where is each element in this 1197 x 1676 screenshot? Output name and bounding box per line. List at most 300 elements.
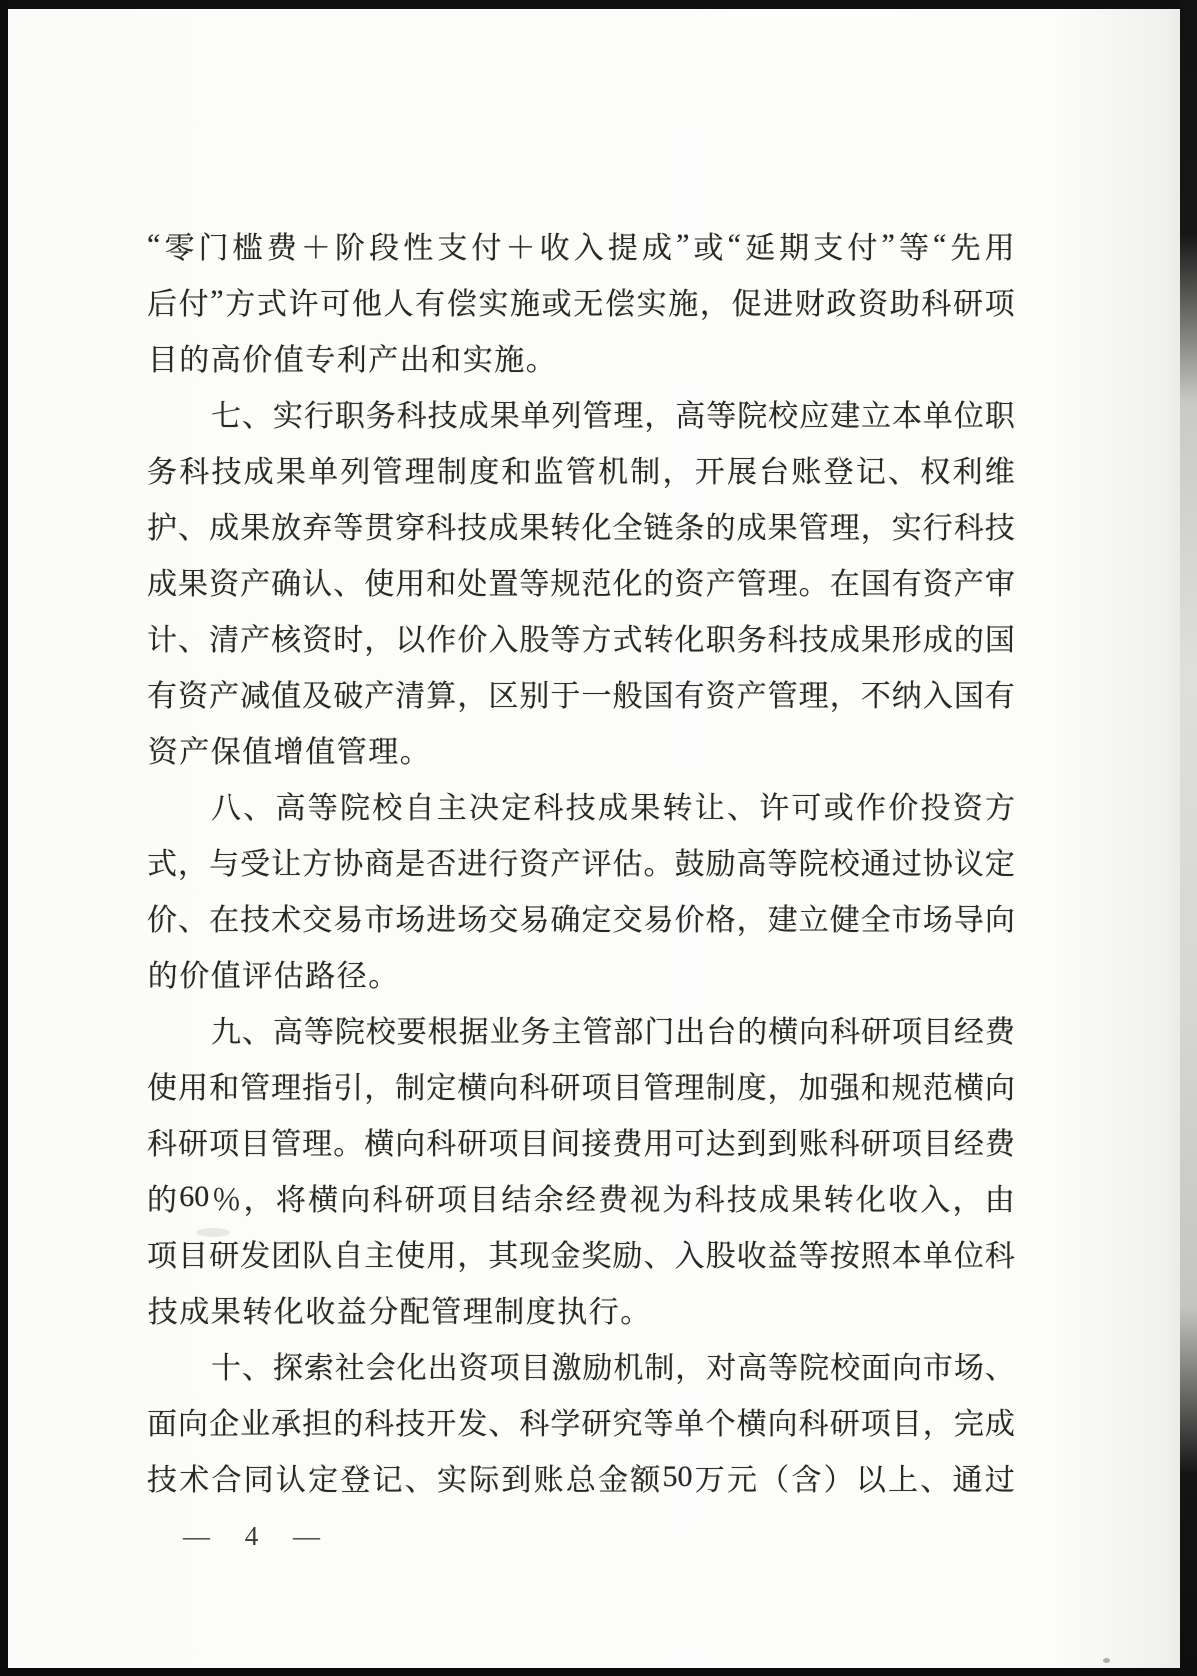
glyph: 等: [333, 512, 364, 545]
glyph: 术: [179, 1464, 210, 1497]
glyph: 贯: [364, 512, 395, 545]
glyph: 索: [303, 1352, 334, 1385]
glyph: 目: [240, 1128, 271, 1161]
glyph: 通: [860, 848, 891, 881]
glyph: ，: [662, 456, 693, 489]
glyph: 定: [501, 792, 532, 825]
glyph: 记: [855, 456, 886, 489]
glyph: 施: [494, 344, 525, 377]
glyph: ，: [952, 1184, 983, 1217]
glyph: 位: [953, 1240, 984, 1273]
glyph: 国: [984, 624, 1015, 657]
glyph: 过: [891, 848, 922, 881]
glyph: 高: [675, 400, 706, 433]
glyph: 决: [469, 792, 499, 825]
glyph: 科: [921, 288, 952, 321]
glyph: 费: [598, 1184, 629, 1217]
glyph: 让: [694, 792, 725, 825]
glyph: 为: [662, 1184, 693, 1217]
glyph: 转: [823, 1184, 854, 1217]
glyph: 利: [336, 344, 367, 377]
glyph: 化: [855, 1184, 886, 1217]
glyph: 股: [705, 1240, 736, 1273]
glyph: 研: [952, 288, 983, 321]
glyph: 科: [426, 1128, 457, 1161]
glyph: 管: [582, 400, 613, 433]
glyph: 技: [147, 1296, 178, 1329]
glyph: 横: [736, 1408, 767, 1441]
glyph: 管: [431, 1296, 462, 1329]
glyph: 研: [209, 1240, 240, 1273]
glyph: 项: [891, 1128, 922, 1161]
glyph: 于: [550, 680, 581, 713]
glyph: 主: [436, 792, 467, 825]
glyph: 额: [630, 1464, 661, 1497]
glyph: 资: [705, 680, 736, 713]
glyph: 价: [147, 904, 177, 937]
glyph: 保: [210, 736, 241, 769]
glyph: 别: [519, 680, 550, 713]
glyph: 置: [488, 568, 519, 601]
glyph: 院: [737, 400, 768, 433]
glyph: ＋: [505, 232, 536, 265]
glyph: 场: [922, 904, 953, 937]
glyph: 。: [399, 736, 430, 769]
glyph: 偿: [604, 288, 635, 321]
glyph: 易: [333, 904, 364, 937]
glyph: 探: [272, 1352, 303, 1385]
glyph: 商: [364, 848, 395, 881]
glyph: 等: [303, 1016, 334, 1049]
glyph: 性: [403, 232, 434, 265]
glyph: 方: [302, 848, 333, 881]
glyph: 益: [767, 1240, 798, 1273]
glyph: 成: [759, 1184, 790, 1217]
glyph: 有: [891, 568, 922, 601]
glyph: 化: [612, 568, 643, 601]
glyph: 自: [404, 792, 435, 825]
glyph: 项: [984, 288, 1015, 321]
glyph: 减: [240, 680, 271, 713]
glyph: 。: [798, 568, 829, 601]
glyph: “: [147, 228, 161, 261]
text-line: [211, 385, 1015, 441]
glyph: 清: [395, 680, 426, 713]
glyph: 延: [745, 232, 776, 265]
glyph: 院: [798, 848, 829, 881]
glyph: 值: [242, 736, 273, 769]
scan-edge-right: [1180, 0, 1197, 1676]
glyph: 由: [984, 1184, 1015, 1217]
glyph: ，: [243, 1184, 274, 1217]
glyph: 行: [922, 512, 953, 545]
glyph: 、: [241, 400, 272, 433]
glyph: 引: [333, 1072, 364, 1105]
text-line: [147, 833, 1015, 889]
glyph: 国: [860, 568, 891, 601]
glyph: 团: [271, 1240, 302, 1273]
glyph: 强: [829, 1072, 860, 1105]
glyph: 行: [488, 848, 519, 881]
glyph: 目: [891, 1408, 922, 1441]
glyph: 规: [550, 568, 581, 601]
glyph: 目: [519, 1128, 550, 1161]
glyph: 许: [288, 288, 319, 321]
glyph: 账: [798, 1128, 829, 1161]
glyph: 担: [302, 1408, 333, 1441]
glyph: 产: [364, 680, 395, 713]
glyph: 、: [984, 1352, 1015, 1385]
glyph: 在: [829, 568, 860, 601]
glyph: 奖: [581, 1240, 612, 1273]
glyph: 行: [588, 1296, 619, 1329]
glyph: 科: [953, 512, 984, 545]
glyph: 理: [674, 1072, 705, 1105]
glyph: 投: [920, 792, 951, 825]
glyph: 上: [888, 1464, 919, 1497]
glyph: 台: [706, 1016, 737, 1049]
glyph: 励: [705, 848, 736, 881]
glyph: 场: [457, 904, 488, 937]
glyph: 高: [210, 344, 241, 377]
glyph: 技: [211, 456, 242, 489]
glyph: 产: [240, 624, 271, 657]
glyph: 产: [368, 344, 399, 377]
glyph: 含: [791, 1464, 822, 1497]
glyph: 单: [674, 1408, 705, 1441]
glyph: 向: [340, 1184, 371, 1217]
glyph: 全: [612, 512, 643, 545]
glyph: 产: [240, 568, 271, 601]
glyph: 向: [984, 904, 1015, 937]
glyph: 值: [210, 960, 241, 993]
glyph: 穿: [395, 512, 426, 545]
glyph: ，: [736, 904, 767, 937]
glyph: 社: [334, 1352, 365, 1385]
glyph: 校: [365, 1016, 396, 1049]
glyph: 先: [950, 232, 981, 265]
glyph: 市: [364, 904, 395, 937]
glyph: 径: [336, 960, 367, 993]
glyph: 否: [426, 848, 457, 881]
glyph: 维: [984, 456, 1015, 489]
glyph: 本: [891, 400, 922, 433]
glyph: 目: [520, 1352, 551, 1385]
glyph: 政: [826, 288, 857, 321]
glyph: 受: [240, 848, 271, 881]
glyph: 成: [984, 1408, 1015, 1441]
glyph: 阶: [334, 232, 365, 265]
glyph: 科: [694, 1184, 725, 1217]
glyph: 制: [436, 456, 467, 489]
glyph: 项: [489, 1352, 520, 1385]
glyph: 技: [395, 1408, 426, 1441]
glyph: 实: [891, 512, 922, 545]
glyph: 核: [271, 624, 302, 657]
glyph: 制: [644, 1352, 675, 1385]
glyph: 纳: [891, 680, 922, 713]
glyph: 场: [395, 904, 426, 937]
glyph: 、: [178, 904, 209, 937]
glyph: ，: [860, 512, 891, 545]
glyph: 到: [501, 1464, 532, 1497]
glyph: 管: [271, 1128, 302, 1161]
glyph: 自: [333, 1240, 364, 1273]
glyph: 收: [305, 1296, 336, 1329]
scan-edge-bottom: [0, 1668, 1197, 1676]
glyph: 同: [243, 1464, 274, 1497]
glyph: 可: [791, 792, 822, 825]
glyph: 许: [759, 792, 790, 825]
glyph: 果: [860, 624, 891, 657]
glyph: 企: [209, 1408, 240, 1441]
glyph: 果: [767, 512, 798, 545]
glyph: 九: [211, 1016, 241, 1049]
glyph: 成: [598, 792, 628, 825]
glyph: 导: [953, 904, 984, 937]
text-line: [147, 553, 1015, 609]
page-footer: [183, 1514, 327, 1558]
glyph: 无: [573, 288, 604, 321]
glyph: 、: [178, 624, 209, 657]
glyph: 目: [147, 344, 178, 377]
glyph: 评: [581, 848, 612, 881]
glyph: 研: [829, 1408, 860, 1441]
glyph: 职: [984, 400, 1015, 433]
glyph: 现: [519, 1240, 550, 1273]
glyph: 定: [308, 1464, 339, 1497]
glyph: 。: [643, 848, 674, 881]
glyph: 项: [209, 1128, 240, 1161]
glyph: 用: [643, 1128, 674, 1161]
glyph: 时: [333, 624, 364, 657]
glyph: 果: [519, 512, 550, 545]
glyph: 分: [368, 1296, 399, 1329]
glyph: 费: [266, 232, 297, 265]
glyph: 认: [275, 1464, 306, 1497]
glyph: 、: [333, 568, 364, 601]
glyph: 等: [798, 1240, 829, 1273]
glyph: 一: [581, 680, 612, 713]
glyph: 承: [271, 1408, 302, 1441]
glyph: 后: [147, 288, 177, 321]
glyph: 立: [798, 904, 829, 937]
glyph: 经: [953, 1016, 984, 1049]
glyph: 般: [612, 680, 643, 713]
glyph: 列: [551, 400, 582, 433]
glyph: 确: [550, 904, 581, 937]
glyph: 果: [791, 1184, 822, 1217]
glyph: 区: [488, 680, 519, 713]
glyph: 项: [581, 1072, 612, 1105]
glyph: 费: [612, 1128, 643, 1161]
glyph: 指: [302, 1072, 333, 1105]
glyph: 单: [922, 1240, 953, 1273]
glyph: 权: [920, 456, 951, 489]
glyph: 职: [705, 624, 736, 657]
glyph: 研: [457, 1128, 488, 1161]
glyph: 资: [209, 568, 240, 601]
glyph: 范: [922, 1072, 953, 1105]
text-line: [147, 217, 1015, 273]
glyph: 实: [478, 288, 509, 321]
glyph: 形: [891, 624, 922, 657]
glyph: 院: [340, 792, 370, 825]
glyph: 等: [643, 1408, 674, 1441]
glyph: 果: [240, 512, 271, 545]
glyph: 产: [705, 568, 736, 601]
text-line: [147, 329, 1015, 385]
glyph: 目: [922, 1128, 953, 1161]
glyph: 市: [891, 904, 922, 937]
glyph: 或: [693, 232, 724, 265]
glyph: 进: [426, 904, 457, 937]
glyph: 研: [178, 1128, 209, 1161]
glyph: 、: [727, 792, 757, 825]
glyph: 易: [643, 904, 674, 937]
glyph: 门: [644, 1016, 675, 1049]
text-line: [147, 1225, 1015, 1281]
glyph: 施: [510, 288, 541, 321]
text-line: [147, 273, 1015, 329]
glyph: 费: [984, 1016, 1015, 1049]
glyph: 价: [888, 792, 919, 825]
glyph: 增: [273, 736, 304, 769]
glyph: 加: [798, 1072, 829, 1105]
glyph: 提: [607, 232, 638, 265]
glyph: 照: [860, 1240, 891, 1273]
glyph: 技: [457, 512, 488, 545]
text-line: [211, 1337, 1015, 1393]
glyph: 本: [891, 1240, 922, 1273]
glyph: 度: [525, 1296, 556, 1329]
glyph: 方: [581, 624, 612, 657]
glyph: 使: [395, 1240, 426, 1273]
glyph: 科: [984, 1240, 1015, 1273]
glyph: ，: [675, 1352, 706, 1385]
glyph: 向: [395, 1128, 426, 1161]
glyph: 协: [333, 848, 364, 881]
glyph: 资: [858, 288, 889, 321]
glyph: 价: [179, 960, 210, 993]
glyph: 期: [779, 232, 810, 265]
glyph: 估: [273, 960, 304, 993]
glyph: 的: [737, 1016, 768, 1049]
glyph: 度: [736, 1072, 767, 1105]
glyph: 管: [240, 1072, 271, 1105]
glyph: 等: [550, 624, 581, 657]
glyph: 高: [272, 1016, 303, 1049]
glyph: 化: [273, 1296, 304, 1329]
glyph: 开: [694, 456, 725, 489]
glyph: 在: [209, 904, 240, 937]
text-line: [147, 721, 1015, 777]
glyph: 制: [494, 1296, 525, 1329]
glyph: 面: [861, 1352, 892, 1385]
glyph: 记: [372, 1464, 403, 1497]
glyph: ，: [699, 288, 730, 321]
glyph: 务: [365, 400, 396, 433]
glyph: 发: [240, 1240, 271, 1273]
glyph: 项: [860, 1408, 891, 1441]
glyph: 入: [920, 1184, 951, 1217]
glyph: 入: [573, 232, 604, 265]
glyph: 理: [798, 680, 829, 713]
glyph: 转: [643, 624, 674, 657]
glyph: 科: [798, 1408, 829, 1441]
glyph: 经: [565, 1184, 596, 1217]
glyph: 确: [271, 568, 302, 601]
glyph: 单: [520, 400, 551, 433]
glyph: 入: [922, 680, 953, 713]
glyph: 助: [889, 288, 920, 321]
glyph: 偿: [446, 288, 477, 321]
glyph: 理: [767, 568, 798, 601]
glyph: 方: [985, 792, 1015, 825]
glyph: 、: [241, 1016, 272, 1049]
glyph: 易: [519, 904, 550, 937]
glyph: 科: [179, 456, 210, 489]
glyph: 到: [767, 1128, 798, 1161]
glyph: 成: [209, 512, 240, 545]
glyph: 和: [209, 1072, 240, 1105]
glyph: ”: [210, 284, 224, 317]
glyph: 资: [922, 568, 953, 601]
glyph: 用: [984, 232, 1015, 265]
glyph: 益: [336, 1296, 367, 1329]
glyph: 、: [488, 1408, 519, 1441]
glyph: 结: [501, 1184, 532, 1217]
glyph: 等: [307, 792, 338, 825]
glyph: 资: [302, 624, 333, 657]
glyph: 有: [147, 680, 177, 713]
glyph: 处: [457, 568, 488, 601]
glyph: 资: [674, 568, 705, 601]
glyph: 科: [147, 1128, 177, 1161]
glyph: 通: [952, 1464, 983, 1497]
glyph: 转: [662, 792, 693, 825]
glyph: 其: [488, 1240, 519, 1273]
glyph: 合: [211, 1464, 242, 1497]
document-body: [147, 217, 1015, 1505]
glyph: 单: [922, 400, 953, 433]
glyph: 接: [581, 1128, 612, 1161]
text-line: [147, 945, 1015, 1001]
glyph: 国: [643, 680, 674, 713]
glyph: 价: [457, 624, 488, 657]
glyph: 管: [372, 456, 403, 489]
glyph: 价: [242, 344, 273, 377]
glyph: 与: [209, 848, 240, 881]
glyph: 单: [308, 456, 339, 489]
glyph: 务: [520, 1016, 551, 1049]
glyph: 校: [768, 400, 799, 433]
glyph: 和: [426, 568, 457, 601]
glyph: 式: [256, 288, 287, 321]
glyph: 技: [565, 792, 596, 825]
glyph: 链: [643, 512, 674, 545]
glyph: 或: [823, 792, 854, 825]
glyph: ，: [922, 1408, 953, 1441]
glyph: 健: [829, 904, 860, 937]
glyph: 槛: [232, 232, 263, 265]
glyph: 值: [271, 680, 302, 713]
glyph: 值: [273, 344, 304, 377]
glyph: 励: [612, 1240, 643, 1273]
glyph: 向: [891, 1352, 922, 1385]
text-line: [147, 1393, 1015, 1449]
glyph: 研: [860, 1128, 891, 1161]
